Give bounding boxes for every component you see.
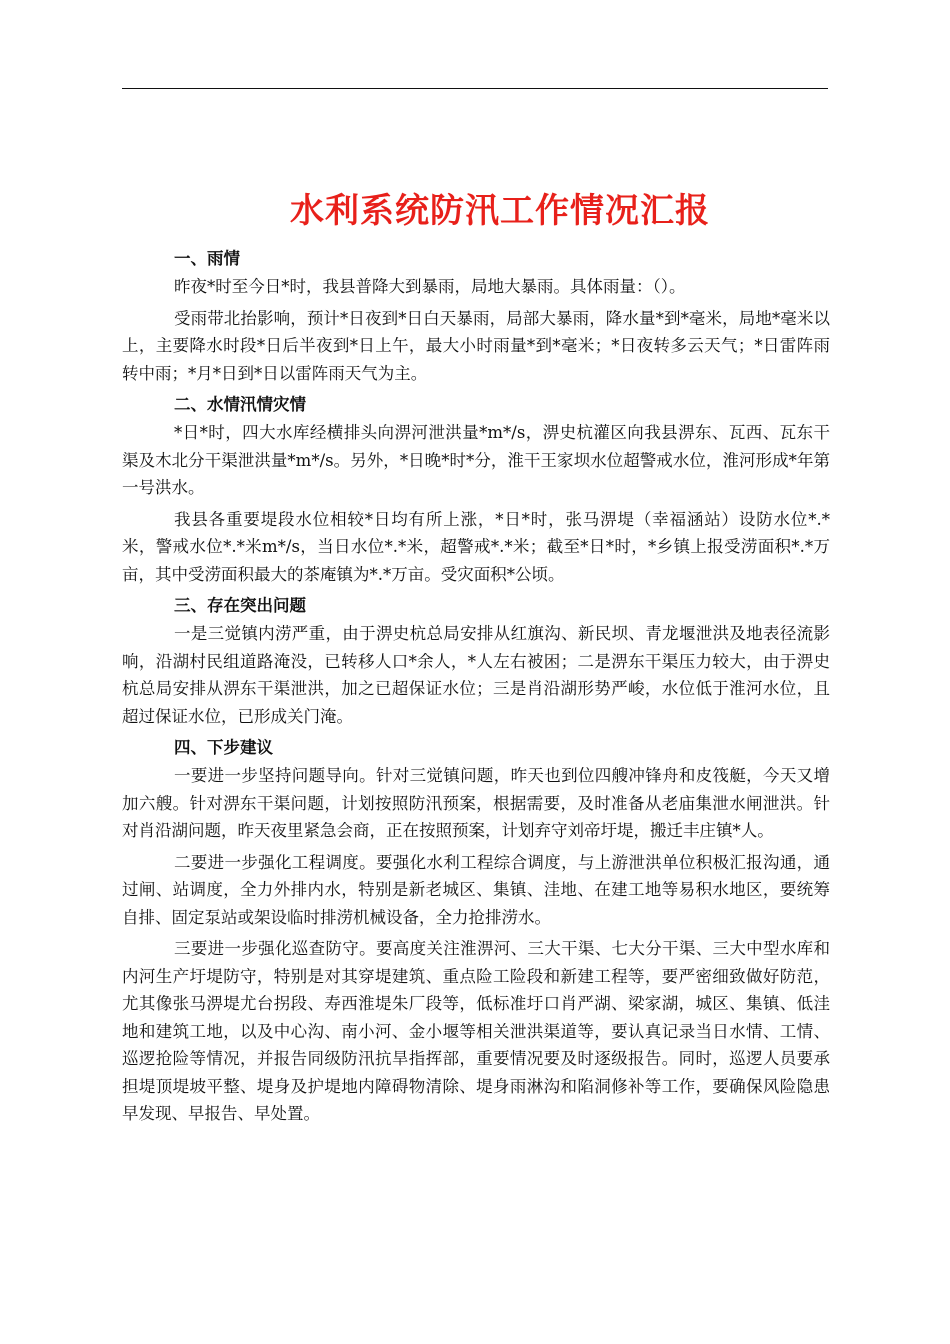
section-heading-rain: 一、雨情 <box>174 249 240 268</box>
header-rule <box>122 88 828 89</box>
section-heading-water-flood: 二、水情汛情灾情 <box>174 395 306 414</box>
paragraph: 受雨带北抬影响，预计*日夜到*日白天暴雨，局部大暴雨，降水量*到*毫米，局地*毫米以上，主要降水时段*日后半夜到*日上午，最大小时雨量*到*毫米；*日夜转多云天气；*日雷阵雨转中雨；*月*日到*日以雷阵雨天气为主。 <box>122 308 830 383</box>
paragraph: 二要进一步强化工程调度。要强化水利工程综合调度，与上游泄洪单位积极汇报沟通，通过闸、站调度，全力外排内水，特别是新老城区、集镇、洼地、在建工地等易积水地区，要统筹自排、固定泵站或架设临时排涝机械设备，全力抢排涝水。 <box>122 852 830 927</box>
document-title: 水利系统防汛工作情况汇报 <box>290 191 710 231</box>
section-heading-suggestions: 四、下步建议 <box>174 738 273 757</box>
paragraph: 我县各重要堤段水位相较*日均有所上涨，*日*时，张马淠堤（幸福涵站）设防水位*.*米，警戒水位*.*米m*/s，当日水位*.*米，超警戒*.*米；截至*日*时，*乡镇上报受涝面积*.*万亩，其中受涝面积最大的茶庵镇为*.*万亩。受灾面积*公顷。 <box>122 509 830 584</box>
paragraph: 一是三觉镇内涝严重，由于淠史杭总局安排从红旗沟、新民坝、青龙堰泄洪及地表径流影响，沿湖村民组道路淹没，已转移人口*余人，*人左右被困；二是淠东干渠压力较大，由于淠史杭总局安排从淠东干渠泄洪，加之已超保证水位；三是肖沿湖形势严峻，水位低于淮河水位，且超过保证水位，已形成关门淹。 <box>122 624 830 726</box>
paragraph: 昨夜*时至今日*时，我县普降大到暴雨，局地大暴雨。具体雨量：（）。 <box>174 277 686 296</box>
section-heading-problems: 三、存在突出问题 <box>174 596 306 615</box>
paragraph: *日*时，四大水库经横排头向淠河泄洪量*m*/s，淠史杭灌区向我县淠东、瓦西、瓦东干渠及木北分干渠泄洪量*m*/s。另外，*日晚*时*分，淮干王家坝水位超警戒水位，淮河形成*年第一号洪水。 <box>122 423 830 497</box>
document-body <box>122 245 830 1132</box>
paragraph: 三要进一步强化巡查防守。要高度关注淮淠河、三大干渠、七大分干渠、三大中型水库和内河生产圩堤防守，特别是对其穿堤建筑、重点险工险段和新建工程等，要严密细致做好防范，尤其像张马淠堤尤台拐段、寿西淮堤朱厂段等，低标准圩口肖严湖、梁家湖，城区、集镇、低洼地和建筑工地，以及中心沟、南小河、金小堰等相关泄洪渠道等，要认真记录当日水情、工情、巡逻抢险等情况，并报告同级防汛抗旱指挥部，重要情况要及时逐级报告。同时，巡逻人员要承担堤顶堤坡平整、堤身及护堤地内障碍物清除、堤身雨淋沟和陷洞修补等工作，要确保风险隐患早发现、早报告、早处置。 <box>122 939 830 1123</box>
paragraph: 一要进一步坚持问题导向。针对三觉镇问题，昨天也到位四艘冲锋舟和皮筏艇，今天又增加六艘。针对淠东干渠问题，计划按照防汛预案，根据需要，及时准备从老庙集泄水闸泄洪。针对肖沿湖问题，昨天夜里紧急会商，正在按照预案，计划弃守刘帝圩堤，搬迁丰庄镇*人。 <box>122 766 830 840</box>
